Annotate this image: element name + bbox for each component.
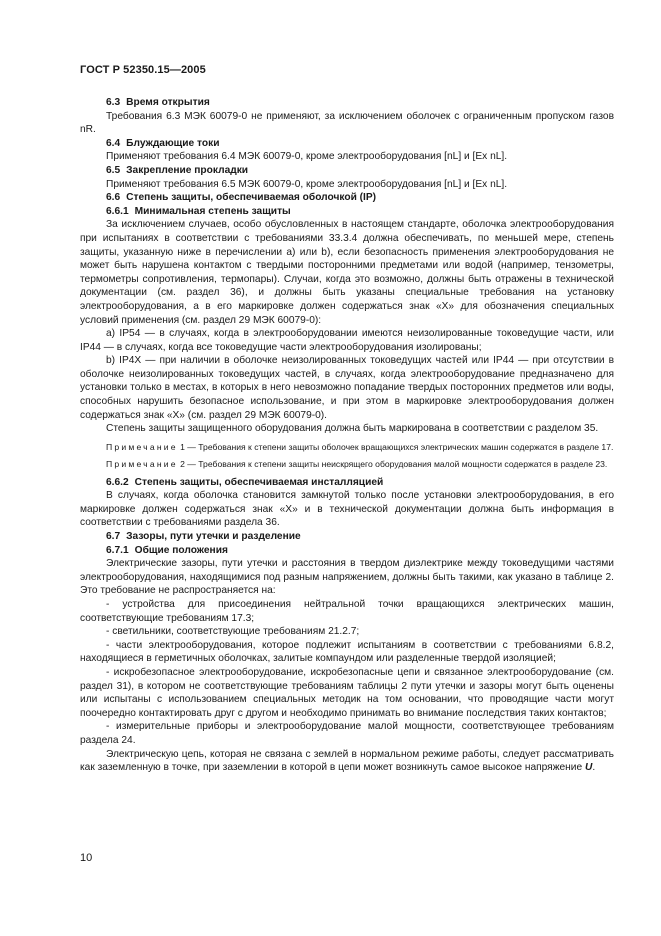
paragraph: Электрические зазоры, пути утечки и расстояния в твердом диэлектрике между токоведущими частями электрооборудования, находящимися под разным напряжением, должны быть такими, как указано в таблице 2. Это требование не распространяется на: [80, 558, 614, 597]
paragraph: Степень защиты защищенного оборудования должна быть маркирована в соответствии с разделом 35. [106, 423, 599, 435]
section-title: Зазоры, пути утечки и разделение [126, 531, 301, 543]
paragraph: Применяют требования 6.5 МЭК 60079-0, кроме электрооборудования [nL] и [Ex nL]. [106, 178, 508, 190]
document-header: ГОСТ Р 52350.15—2005 [80, 64, 206, 76]
section-title: Степень защиты, обеспечиваемая оболочкой (IP) [126, 192, 377, 204]
section-number: 6.7.1 [106, 544, 129, 556]
note-label: Примечание [106, 459, 178, 470]
section-heading-6-7 [80, 530, 614, 544]
section-heading-6-7-1 [80, 544, 614, 558]
note-label: Примечание [106, 441, 178, 452]
section-heading-6-6-1 [80, 205, 614, 219]
paragraph-end: . [592, 762, 596, 774]
section-number: 6.5 [106, 164, 121, 176]
section-title: Время открытия [126, 97, 210, 108]
section-number: 6.3 [106, 97, 121, 108]
section-number: 6.7 [106, 531, 121, 543]
list-item: - устройства для присоединения нейтральной точки вращающихся электрических машин, соответствующие требованиям 17.3; [80, 599, 614, 624]
section-heading-6-6-2 [80, 476, 614, 490]
section-heading-6-5 [80, 164, 614, 178]
page-number: 10 [80, 852, 93, 864]
paragraph: За исключением случаев, особо обусловленных в настоящем стандарте, оболочка электрооборудования при испытаниях в соответствии с требованиями 33.3.4 должна обеспечивать, по меньшей мере, степень защиты, указанную ниже в перечислении а) или b), если безопасность применения электрооборудования не может быть нарушена контактом с твердыми посторонними предметами или водой (например, тензометры, термометры сопротивления, термопары). Случаи, когда это возможно, должны быть отражены в технической документации (см. раздел 36), и должны быть указаны специальные требования на установку электрооборудования, а в его маркировке должен содержаться знак «X» для обозначения специальных условий применения (см. раздел 29 МЭК 60079-0): [80, 219, 614, 326]
section-heading-6-3 [80, 96, 614, 110]
list-item: a) IP54 — в случаях, когда в электрооборудовании имеются неизолированные токоведущие части, или IP44 — в случаях, когда все токоведущие части электрооборудования изолированы; [80, 328, 614, 353]
note-text: 2 — Требования к степени защиты неискрящего оборудования малой мощности содержатся в разделе 23. [180, 459, 608, 470]
list-item: - измерительные приборы и электрооборудование малой мощности, соответствующее требованиям раздела 24. [80, 721, 614, 746]
paragraph-text: Электрическую цепь, которая не связана с землей в нормальном режиме работы, следует рассматривать как заземленную в точке, при заземлении в которой в цепи может возникнуть самое высокое напряжение [80, 748, 614, 774]
voltage-symbol: U [585, 762, 593, 774]
list-item: - части электрооборудования, которое подлежит испытаниям в соответствии с требованиями 6.8.2, находящиеся в герметичных оболочках, залитые компаундом или разделенные твердой изоляцией; [80, 639, 614, 665]
section-heading-6-6 [80, 191, 614, 205]
list-item: - светильники, соответствующие требованиям 21.2.7; [106, 626, 360, 638]
list-item: - искробезопасное электрооборудование, искробезопасные цепи и связанное электрооборудование (см. раздел 31), в котором не соответствующие требованиям таблицы 2 пути утечки и зазоры могут быть оценены или испытаны с использованием специальных методик на том основании, что проводящие части могут поочередно контактировать друг с другом и необходимо принимать во внимание последствия таких контактов; [80, 666, 614, 719]
section-number: 6.6.1 [106, 205, 129, 217]
note-text: 1 — Требования к степени защиты оболочек вращающихся электрических машин содержатся в разделе 17. [180, 441, 614, 452]
document-body [80, 96, 614, 775]
section-number: 6.6.2 [106, 476, 129, 488]
section-title: Минимальная степень защиты [134, 205, 291, 217]
note-1 [80, 442, 614, 453]
section-title: Блуждающие токи [126, 137, 220, 149]
paragraph: Требования 6.3 МЭК 60079-0 не применяют, за исключением оболочек с ограниченным пропуском газов nR. [80, 110, 614, 136]
paragraph: В случаях, когда оболочка становится замкнутой только после установки электрооборудования, в его маркировке должен содержаться знак «X» и в технической документации должна быть информация в соответствии с требованиями раздела 36. [80, 490, 614, 529]
section-title: Степень защиты, обеспечиваемая инсталляцией [134, 476, 384, 488]
section-heading-6-4 [80, 137, 614, 151]
section-title: Закрепление прокладки [126, 164, 249, 176]
section-number: 6.4 [106, 137, 121, 149]
section-title: Общие положения [134, 544, 228, 556]
paragraph [80, 748, 614, 775]
list-item: b) IP4X — при наличии в оболочке неизолированных токоведущих частей или IP44 — при отсутствии в оболочке неизолированных токоведущих частей, в случаях, когда электрооборудование предназначено для установки только в местах, в которых в него невозможно попадание твердых посторонних предметов или воды, способных нарушить безопасное использование, и при этом в маркировке электрооборудования должен содержаться знак «X» (см. раздел 29 МЭК 60079-0). [80, 355, 614, 421]
note-2 [80, 459, 614, 470]
section-number: 6.6 [106, 192, 121, 204]
paragraph: Применяют требования 6.4 МЭК 60079-0, кроме электрооборудования [nL] и [Ex nL]. [106, 151, 508, 163]
